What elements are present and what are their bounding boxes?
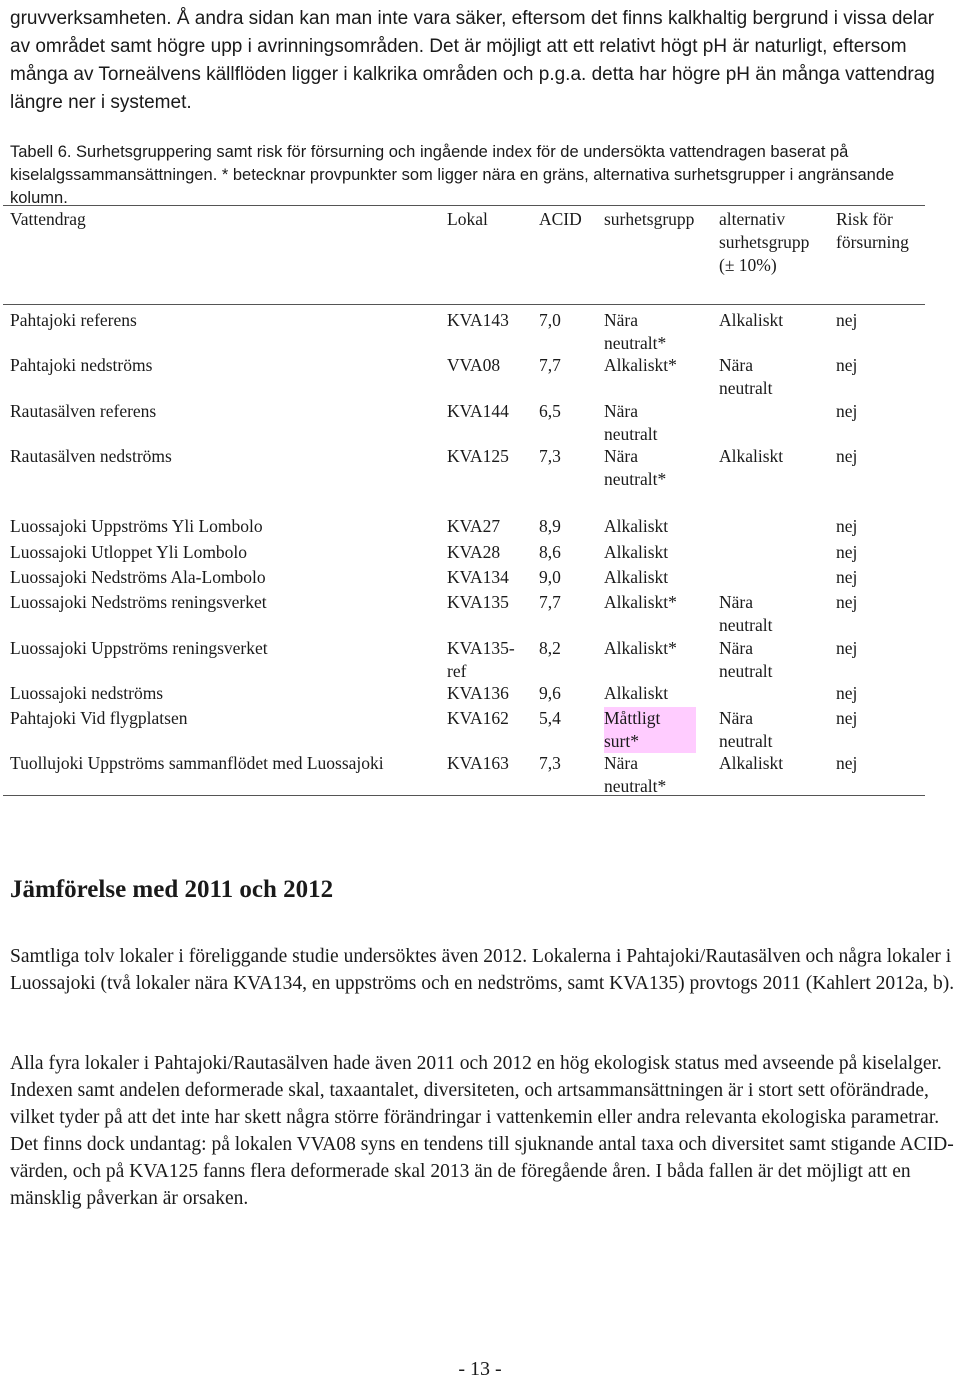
cell-lokal [447,637,515,683]
cell-line: KVA143 [447,310,509,330]
cell-vattendrag [10,354,152,377]
cell-risk: nej [836,592,858,612]
cell-risk: nej [836,683,858,703]
cell-line: KVA125 [447,446,509,466]
cell-grupp [604,515,668,538]
cell-line: Nära [604,753,639,773]
cell-acid: 7,3 [539,446,561,466]
cell-alt [719,707,772,753]
cell-risk: nej [836,516,858,536]
cell-line: Nära [604,310,639,330]
header-alternativ-line: surhetsgrupp [719,232,810,252]
cell-line: KVA163 [447,753,509,773]
cell-line: Alkaliskt* [604,592,677,612]
table-caption: Tabell 6. Surhetsgruppering samt risk för försurning och ingående index för de undersökta vattendragen baserat på kiselalgssammansättningen. * betecknar provpunkter som ligger nära en gräns, alternativa surhetsgrupper i angränsande kolumn. [10,143,895,207]
cell-vattendrag [10,752,384,775]
cell-grupp [604,400,657,446]
intro-text: gruvverksamheten. Å andra sidan kan man inte vara säker, eftersom det finns kalkhaltig bergrund i vissa delar av området samt högre upp i avrinningsområden. Det är möjligt att ett relativt högt pH är naturligt, eftersom många av Torneälvens källflöden ligger i kalkrika områden och p.g.a. detta har högre pH än många vattendrag längre ner i systemet. [10,8,935,113]
cell-line: Nära [604,446,639,466]
cell-line: KVA136 [447,683,509,703]
cell-acid: 9,0 [539,567,561,587]
header-alternativ-line: (± 10%) [719,255,777,275]
cell-vattendrag [10,515,263,538]
cell-acid: 7,7 [539,355,561,375]
cell-line: VVA08 [447,355,501,375]
cell-alt [719,445,783,468]
cell-grupp [604,682,668,705]
cell-line: KVA162 [447,708,509,728]
cell-line: KVA27 [447,516,501,536]
cell-line: neutralt [604,424,658,444]
cell-risk: nej [836,708,858,728]
header-lokal: Lokal [447,209,488,229]
header-alternativ-line: alternativ [719,209,786,229]
cell-line: ref [447,661,467,681]
cell-vattendrag [10,541,247,564]
cell-lokal [447,515,500,538]
cell-line: Pahtajoki nedströms [10,355,153,375]
cell-line: Måttligt [604,707,696,730]
cell-acid: 7,3 [539,753,561,773]
cell-acid: 6,5 [539,401,561,421]
cell-acid: 7,7 [539,592,561,612]
cell-vattendrag [10,682,163,705]
cell-line: KVA135- [447,638,515,658]
page-number: - 13 - [458,1358,502,1380]
cell-vattendrag [10,309,137,332]
cell-risk: nej [836,355,858,375]
cell-line: KVA135 [447,592,509,612]
cell-alt [719,591,772,637]
cell-line: neutralt* [604,776,667,796]
cell-line: Luossajoki nedströms [10,683,164,703]
cell-line: Rautasälven referens [10,401,157,421]
cell-vattendrag [10,445,172,468]
cell-line: Rautasälven nedströms [10,446,172,466]
section-paragraph: Alla fyra lokaler i Pahtajoki/Rautasälven hade även 2011 och 2012 en hög ekologisk status med avseende på kiselalger. Indexen samt andelen deformerade skal, taxaantalet, diversiteten, och artsammansättningen är i stort sett oförändrade, vilket tyder på att det inte har skett några större förändringar i vattenkemin eller andra relevanta ekologiska parametrar. Det finns dock undantag: på lokalen VVA08 syns en tendens till sjuknande antal taxa och diversitet samt stigande ACID-värden, och på KVA125 fanns flera deformerade skal 2013 än de föregående åren. I båda fallen är det möjligt att en mänsklig påverkan är orsaken. [10,1053,954,1209]
cell-acid: 5,4 [539,708,561,728]
cell-line: Alkaliskt* [604,355,677,375]
cell-line: Alkaliskt [604,516,669,536]
cell-lokal [447,541,500,564]
header-surhetsgrupp: surhetsgrupp [604,209,695,229]
cell-line: Luossajoki Nedströms Ala-Lombolo [10,567,266,587]
cell-grupp [604,637,677,660]
cell-grupp [604,566,668,589]
cell-line: Alkaliskt [604,567,669,587]
cell-line: Luossajoki Nedströms reningsverket [10,592,267,612]
header-risk-line: försurning [836,232,909,252]
cell-line: Alkaliskt [719,446,784,466]
cell-line: Luossajoki Uppströms Yli Lombolo [10,516,263,536]
cell-acid: 9,6 [539,683,561,703]
cell-line: KVA144 [447,401,509,421]
cell-vattendrag [10,707,188,730]
cell-risk: nej [836,753,858,773]
cell-lokal [447,400,509,423]
cell-risk: nej [836,446,858,466]
table-top-rule [3,205,925,206]
cell-grupp [604,591,677,614]
cell-line: neutralt [719,661,773,681]
table-header-rule [3,304,925,305]
cell-lokal [447,566,509,589]
cell-lokal [447,707,509,730]
cell-grupp [604,309,666,355]
cell-risk: nej [836,401,858,421]
header-acid: ACID [539,209,582,229]
header-alternativ [719,208,809,277]
cell-line: Nära [604,401,639,421]
table-bottom-rule [3,795,925,796]
header-risk-line: Risk för [836,209,893,229]
cell-risk: nej [836,310,858,330]
cell-grupp [604,752,666,798]
cell-risk: nej [836,567,858,587]
cell-line: neutralt* [604,333,667,353]
cell-line: Nära [719,355,754,375]
cell-line: Alkaliskt [604,542,669,562]
cell-risk: nej [836,638,858,658]
cell-alt [719,752,783,775]
cell-vattendrag [10,637,268,660]
cell-line: Alkaliskt [719,753,784,773]
cell-alt [719,637,772,683]
cell-grupp [604,354,677,377]
cell-lokal [447,445,509,468]
intro-paragraph [10,5,955,117]
cell-line: KVA134 [447,567,509,587]
cell-line: Nära [719,638,754,658]
cell-vattendrag [10,566,266,589]
cell-risk: nej [836,542,858,562]
cell-line: Alkaliskt* [604,638,677,658]
cell-acid: 8,6 [539,542,561,562]
cell-line: neutralt [719,378,773,398]
cell-grupp [604,707,696,753]
cell-line: Nära [719,708,754,728]
cell-acid: 8,9 [539,516,561,536]
cell-lokal [447,752,509,775]
cell-line: KVA28 [447,542,501,562]
cell-lokal [447,682,509,705]
cell-grupp [604,445,666,491]
cell-vattendrag [10,591,267,614]
cell-line: neutralt [719,731,773,751]
header-risk [836,208,909,254]
cell-line: surt* [604,730,696,753]
cell-lokal [447,591,509,614]
cell-line: neutralt* [604,469,667,489]
cell-line: Nära [719,592,754,612]
cell-alt [719,309,783,332]
cell-line: Pahtajoki referens [10,310,137,330]
cell-alt [719,354,772,400]
header-vattendrag: Vattendrag [10,209,86,229]
cell-line: Luossajoki Utloppet Yli Lombolo [10,542,248,562]
cell-line: Tuollujoki Uppströms sammanflödet med Luossajoki [10,753,384,773]
section-paragraph: Samtliga tolv lokaler i föreliggande studie undersöktes även 2012. Lokalerna i Pahtajoki/Rautasälven och några lokaler i Luossajoki (två lokaler nära KVA134, en uppströms och en nedströms, samt KVA135) provtogs 2011 (Kahlert 2012a, b). [10,946,955,994]
cell-line: Luossajoki Uppströms reningsverket [10,638,268,658]
cell-line: Pahtajoki Vid flygplatsen [10,708,188,728]
section-heading: Jämförelse med 2011 och 2012 [10,876,334,903]
cell-lokal [447,354,500,377]
cell-line: neutralt [719,615,773,635]
cell-line: Alkaliskt [604,683,669,703]
cell-lokal [447,309,509,332]
cell-line: Alkaliskt [719,310,784,330]
cell-acid: 7,0 [539,310,561,330]
cell-acid: 8,2 [539,638,561,658]
cell-vattendrag [10,400,156,423]
cell-grupp [604,541,668,564]
